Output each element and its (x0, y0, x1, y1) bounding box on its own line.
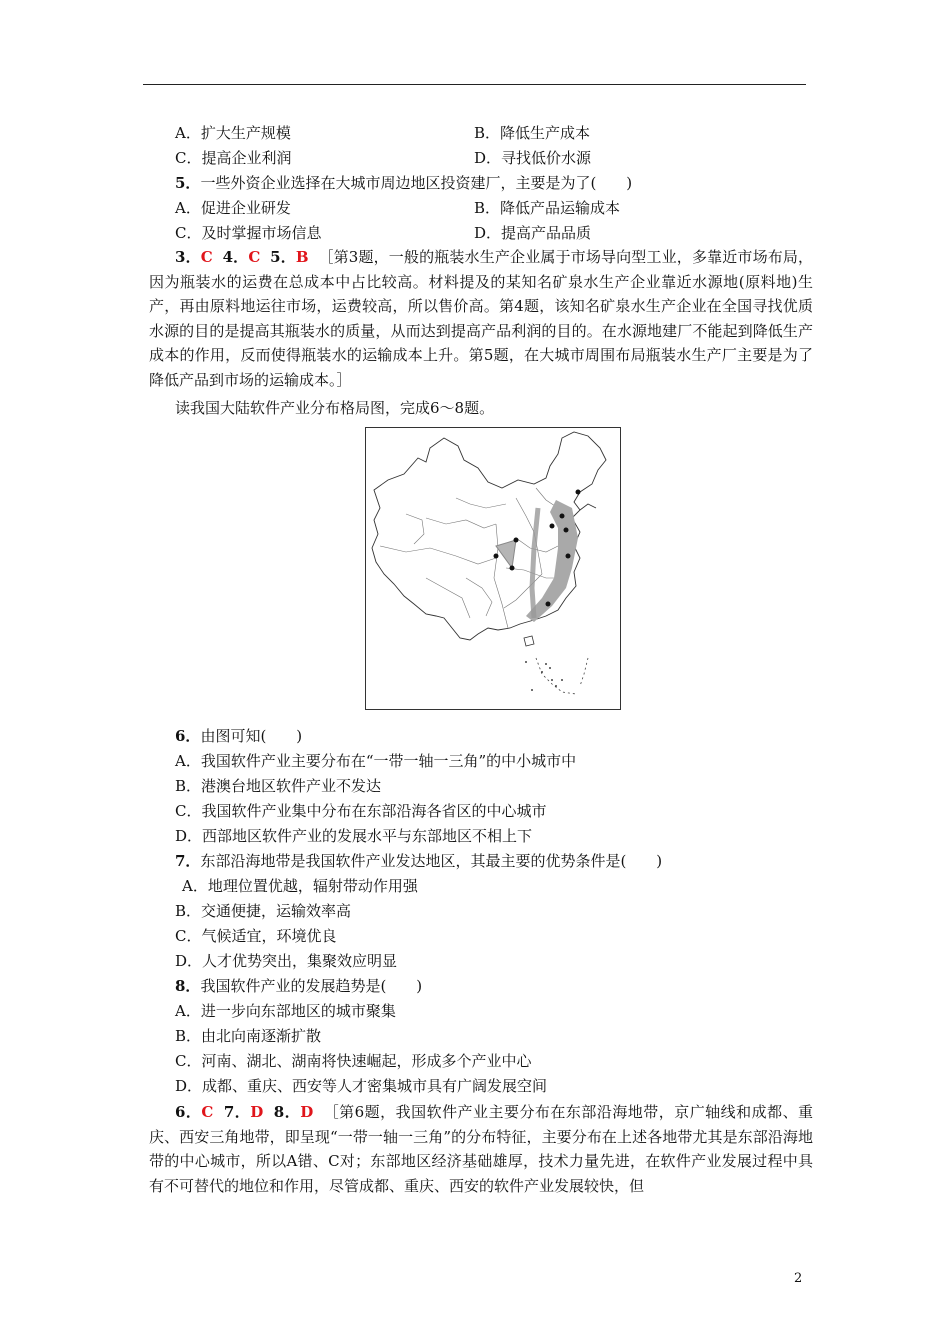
answer-6-number: 6． (175, 1103, 202, 1121)
answer-6-8 (149, 1100, 813, 1198)
q6-number: 6． (175, 727, 201, 745)
q7-option-b: B．交通便捷，运输效率高 (175, 902, 352, 920)
question-7 (175, 851, 662, 871)
q5-stem: 一些外资企业选择在大城市周边地区投资建厂，主要是为了( ) (200, 174, 633, 192)
city-dot (576, 490, 581, 495)
beijing-guangzhou-axis (532, 508, 538, 618)
answer-3-5-explanation: ［第3题，一般的瓶装水生产企业属于市场导向型工业，多靠近市场布局，因为瓶装水的运费在总成本中占比较高。材料提及的某知名矿泉水生产企业靠近水源地(原料地)生产，再由原料地运往市场，运费较高，所以售价高。第4题，该知名矿泉水生产企业在全国寻找优质水源的目的是提高其瓶装水的质量，从而达到提高产品利润的目的。在水源地建厂不能起到降低生产成本的作用，反而使得瓶装水的运输成本上升。第5题，在大城市周围布局瓶装水生产厂主要是为了降低产品到市场的运输成本。］ (149, 248, 814, 389)
page-number: 2 (794, 1271, 803, 1286)
answer-5-key: B (295, 248, 309, 266)
city-dot (494, 554, 499, 559)
answer-8-key: D (300, 1103, 314, 1121)
question-6 (175, 726, 302, 746)
q5-option-a: A．促进企业研发 (175, 199, 291, 217)
chengdu-chongqing-xian-triangle (496, 540, 516, 568)
answer-6-8-explanation: ［第6题，我国软件产业主要分布在东部沿海地带，京广轴线和成都、重庆、西安三角地带，即呈现“一带一轴一三角”的分布特征，主要分布在上述各地带尤其是东部沿海地带的中心城市，所以A错、C对；东部地区经济基础雄厚，技术力量先进，在软件产业发展过程中具有不可替代的地位和作用，尽管成都、重庆、西安的软件产业发展较快，但 (149, 1103, 814, 1195)
q7-option-a: A．地理位置优越，辐射带动作用强 (182, 877, 418, 895)
q8-option-b: B．由北向南逐渐扩散 (175, 1027, 322, 1045)
q4-option-a: A．扩大生产规模 (175, 124, 291, 142)
city-dot (546, 602, 551, 607)
q7-option-c: C．气候适宜，环境优良 (175, 927, 337, 945)
city-dot (514, 538, 519, 543)
q4-option-d: D．寻找低价水源 (474, 149, 592, 167)
q5-option-b: B．降低产品运输成本 (474, 199, 621, 217)
answer-6-key: C (201, 1103, 214, 1121)
city-dot (550, 524, 555, 529)
answer-7-number: 7． (223, 1103, 251, 1121)
q4-option-c: C．提高企业利润 (175, 149, 292, 167)
q8-number: 8． (175, 977, 201, 995)
q6-option-c: C．我国软件产业集中分布在东部沿海各省区的中心城市 (175, 802, 547, 820)
answer-8-number: 8． (273, 1103, 301, 1121)
q6-stem: 由图可知( ) (200, 727, 303, 745)
q5-number: 5． (175, 174, 201, 192)
question-5 (175, 173, 632, 193)
q6-option-d: D．西部地区软件产业的发展水平与东部地区不相上下 (175, 827, 533, 845)
answer-7-key: D (250, 1103, 264, 1121)
city-dot (566, 554, 571, 559)
china-map-illustration (366, 428, 620, 709)
city-dot (560, 514, 565, 519)
answer-3-key: C (200, 248, 213, 266)
q7-stem: 东部沿海地带是我国软件产业发达地区，其最主要的优势条件是( ) (200, 852, 663, 870)
software-industry-map (365, 427, 621, 710)
answer-5-number: 5． (270, 248, 296, 266)
city-dot (510, 566, 515, 571)
q5-option-d: D．提高产品品质 (474, 224, 592, 242)
city-dot (564, 528, 569, 533)
answer-3-number: 3． (175, 248, 201, 266)
q6-option-b: B．港澳台地区软件产业不发达 (175, 777, 382, 795)
question-8 (175, 976, 422, 996)
q8-stem: 我国软件产业的发展趋势是( ) (200, 977, 423, 995)
q6-option-a: A．我国软件产业主要分布在“一带一轴一三角”的中小城市中 (175, 752, 577, 770)
q7-number: 7． (175, 852, 201, 870)
q8-option-d: D．成都、重庆、西安等人才密集城市具有广阔发展空间 (175, 1077, 548, 1095)
q8-option-c: C．河南、湖北、湖南将快速崛起，形成多个产业中心 (175, 1052, 532, 1070)
q5-option-c: C．及时掌握市场信息 (175, 224, 322, 242)
answer-3-5 (149, 245, 813, 393)
answer-4-number: 4． (222, 248, 249, 266)
answer-4-key: C (248, 248, 261, 266)
header-rule (143, 84, 806, 85)
q8-option-a: A．进一步向东部地区的城市聚集 (175, 1002, 396, 1020)
intro-6-8: 读我国大陆软件产业分布格局图，完成6～8题。 (175, 399, 495, 417)
q7-option-d: D．人才优势突出，集聚效应明显 (175, 952, 398, 970)
q4-option-b: B．降低生产成本 (474, 124, 591, 142)
